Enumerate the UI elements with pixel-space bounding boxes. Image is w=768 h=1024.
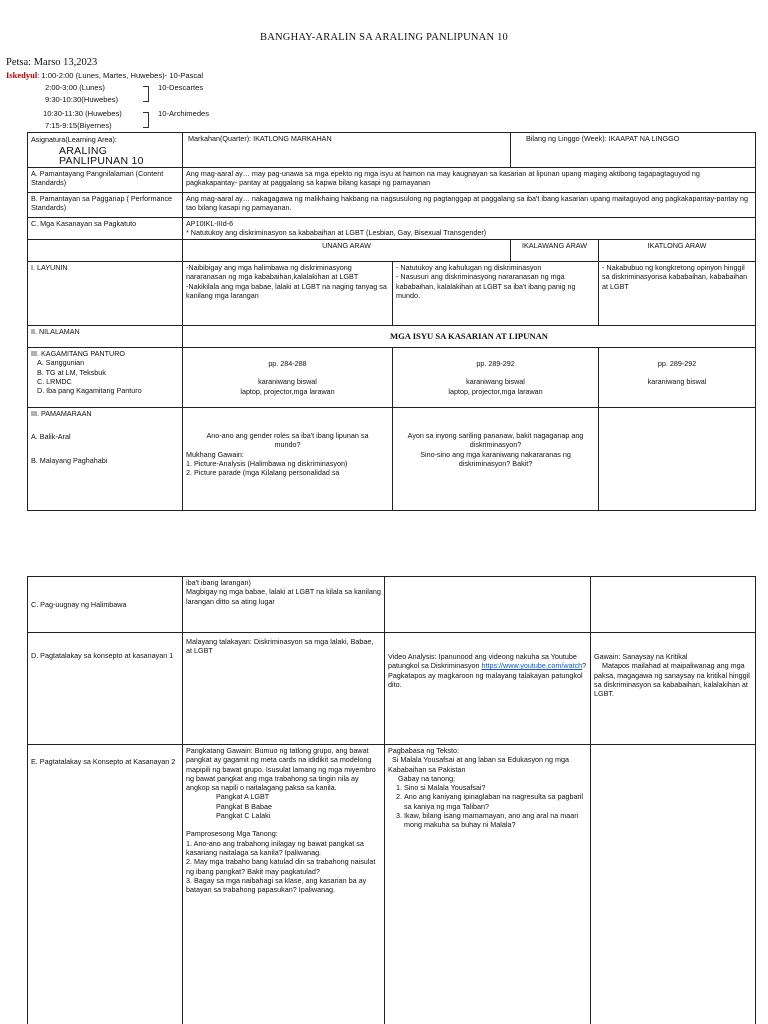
discussion-2-label-cell — [28, 745, 183, 1024]
procedure-day-2: Ayon sa inyong sariling pananaw, bakit nagaganap ang diskriminasyon? Sino-sino ang mga karaniwang nakararanas ng diskriminasyon? Bakit? — [393, 408, 599, 511]
schedule-line-5: 7:15-9:15(Biyernes) — [45, 121, 112, 130]
materials-item: B. TG at LM, Teksbuk — [37, 367, 106, 377]
day-1-header: UNANG ARAW — [183, 240, 511, 262]
discussion-1-day-3: Gawain: Sanaysay na Kritikal Matapos mailahad at maipaliwanag ang mga paksa, magagawa ng sanaysay na kritikal hinggil sa diskriminasyon sa kababaihan, kalalakihan at LGBT. — [591, 633, 756, 745]
week-cell: Bilang ng Linggo (Week): IKAAPAT NA LINGGO — [511, 133, 756, 168]
procedure-day-1: Ano-ano ang gender roles sa iba't ibang lipunan sa mundo? Mukhang Gawain: 1. Picture-Analysis (Halimbawa ng diskriminasyon) 2. Picture parade (mga Kilalang personalidad sa — [183, 408, 393, 511]
day-2-header: IKALAWANG ARAW — [511, 240, 599, 262]
procedure-row — [28, 408, 756, 511]
guide-question: 1. Sino si Malala Yousafsai? — [404, 783, 587, 792]
discussion-1-day-1: Malayang talakayan: Diskriminasyon sa mga lalaki, Babae, at LGBT — [183, 633, 385, 745]
day-3-header: IKATLONG ARAW — [599, 240, 756, 262]
schedule-label: Iskedyul — [6, 70, 38, 80]
materials-item: D. Iba pang Kagamitang Panturo — [37, 386, 142, 396]
linking-day-1: iba't ibang larangan) Magbigay ng mga babae, lalaki at LGBT na kilala sa kanilang larangan ditto sa ating lugar — [183, 577, 385, 633]
performance-standards-label: B. Pamantayan sa Pagganap ( Performance Standards) — [28, 193, 183, 218]
competency-text: * Natutukoy ang diskriminasyon sa kababaihan at LGBT (Lesbian, Gay, Bisexual Transgender) — [186, 228, 487, 238]
days-row — [28, 240, 756, 262]
materials-item: A. Sanggunian — [37, 358, 85, 368]
learning-area-cell — [28, 133, 183, 168]
guide-question: 3. Ikaw, bilang isang mamamayan, ano ang aral na maari mong makuha sa buhay ni Malala? — [404, 811, 587, 830]
discussion-2-day-2: Pagbabasa ng Teksto: Si Malala Yousafsai at ang laban sa Edukasyon ng mga Kababaihan sa Pakistan Gabay na tanong: 1. Sino si Malala Yousafsai? 2. Ano ang kaniyang ipinaglaban na nagresulta sa pagbaril sa kaniya ng mga Taliban? 3. Ikaw, bilang isang mamamayan, ano ang aral na maari mong makuha sa buhay ni Malala? — [385, 745, 591, 1024]
materials-label: III. KAGAMITANG PANTURO — [31, 349, 125, 358]
discussion-2-label: E. Pagtatalakay sa Konsepto at Kasanayan 2 — [31, 757, 176, 766]
discussion-2-row — [28, 745, 756, 1024]
linking-label-cell — [28, 577, 183, 633]
content-row — [28, 326, 756, 348]
schedule-line-1: Iskedyul: 1:00-2:00 (Lunes, Martes, Huwebes)- 10-Pascal — [6, 70, 204, 80]
content-standards-label: A. Pamantayang Pangnilalaman (Content Standards) — [28, 168, 183, 193]
quarter-cell: Markahan(Quarter): IKATLONG MARKAHAN — [183, 133, 511, 168]
linking-label: C. Pag-uugnay ng Halimbawa — [31, 600, 127, 609]
schedule-section-descartes: 10-Descartes — [158, 83, 204, 92]
performance-standards-text: Ang mag-aaral ay… nakagagawa ng malikhaing hakbang na nagsusulong ng pagtanggap at paggalang sa iba't ibang kasarian upang maitaguyod ang pagkakapantay-pantay ng tao bilang kasapi ng pamayanan. — [183, 193, 756, 218]
guide-question: 2. Ano ang kaniyang ipinaglaban na nagresulta sa pagbaril sa kaniya ng mga Taliban? — [404, 792, 587, 811]
objectives-label: I. LAYUNIN — [28, 262, 183, 326]
motivation-label: B. Malayang Paghahabi — [31, 455, 108, 465]
lesson-plan-table-2 — [27, 576, 756, 1024]
header-row — [28, 133, 756, 168]
processing-questions: Pamprosesong Mga Tanong: 1. Ano-ano ang trabahong inilagay ng bawat pangkat sa kasariang naitalaga sa kanila? Ipaliwanag. 2. May mga trabaho bang katulad din sa trabahong naisulat ng ibang pangkat? Bakit may pagkatulad? 3. Bagay sa mga naibahagi sa klase, ang kasarian ba ay batayan sa trabahong papasukan? Ipaliwanag. — [186, 829, 376, 895]
document-title: BANGHAY-ARALIN SA ARALING PANLIPUNAN 10 — [260, 32, 508, 43]
content-topic: MGA ISYU SA KASARIAN AT LIPUNAN — [183, 326, 756, 348]
schedule-brace-1 — [143, 86, 149, 102]
schedule-line-3: 9:30-10:30(Huwebes) — [45, 95, 119, 104]
materials-day-2: pp. 289-292 karaniwang biswal laptop, projector,mga larawan — [393, 348, 599, 408]
schedule-brace-2 — [143, 112, 149, 128]
content-standards-text: Ang mag-aaral ay… may pag-unawa sa mga epekto ng mga isyu at hamon na may kaugnayan sa kasarian at lipunan upang maging aktibong tagapagtaguyod ng pagkakapantay- pantay at paggalang sa kapwa bilang kasapi ng pamayanan — [183, 168, 756, 193]
schedule-line-4: 10:30-11:30 (Huwebes) — [43, 109, 122, 118]
schedule-line-2: 2:00-3:00 (Lunes) — [45, 83, 105, 92]
materials-day-3: pp. 289-292 karaniwang biswal — [599, 348, 756, 408]
materials-label-cell — [28, 348, 183, 408]
discussion-1-row — [28, 633, 756, 745]
objectives-row — [28, 262, 756, 326]
procedure-label-cell — [28, 408, 183, 511]
learning-area-label: Asignatura(Learning Area): — [31, 135, 117, 144]
objectives-day-1: -Naibibigay ang mga halimbawa ng diskriminasyong nararanasan ng mga kababaihan,kalalakihan at LGBT -Nakikilala ang mga babae, lalaki at LGBT na naging tanyag sa kanilang mga larangan — [183, 262, 393, 326]
group-b: Pangkat B Babae — [216, 801, 272, 811]
performance-standards-row — [28, 193, 756, 218]
discussion-1-day-2: Video Analysis: Ipanunood ang videong nakuha sa Youtube patungkol sa Diskriminasyon https://www.youtube.com/watch? Pagkatapos ay magkaroon ng malayang talakayan patungkol dito. — [385, 633, 591, 745]
discussion-1-label: D. Pagtatalakay sa konsepto at kasanayan 1 — [31, 651, 174, 660]
materials-row — [28, 348, 756, 408]
competencies-row — [28, 218, 756, 240]
materials-item: C. LRMDC — [37, 376, 72, 386]
activity-text: Mukhang Gawain: 1. Picture-Analysis (Halimbawa ng diskriminasyon) 2. Picture parade (mga Kilalang personalidad sa — [186, 449, 348, 478]
content-standards-row — [28, 168, 756, 193]
discussion-1-label-cell — [28, 633, 183, 745]
competencies-cell — [183, 218, 756, 240]
objectives-day-3: - Nakabubuo ng kongkretong opinyon hinggil sa diskriminasyonsa kababaihan, kababaihan at LGBT — [599, 262, 756, 326]
lesson-plan-table-1 — [27, 132, 756, 511]
procedure-day-3 — [599, 408, 756, 511]
subject-name: ARALING PANLIPUNAN 10 — [59, 145, 144, 167]
objectives-day-2: - Natutukoy ang kahulugan ng diskriminasyon - Nasusuri ang diskriminasyong nararanasan ng mga kababaihan, kalalakihan at LGBT sa iba't ibang panig ng mundo. — [393, 262, 599, 326]
competency-code: AP10IKL-IIId-6 — [186, 219, 234, 228]
linking-row — [28, 577, 756, 633]
content-label: II. NILALAMAN — [28, 326, 183, 348]
group-c: Pangkat C Lalaki — [216, 811, 271, 821]
review-label: A. Balik-Aral — [31, 432, 71, 442]
youtube-link[interactable]: https://www.youtube.com/watch — [481, 661, 583, 671]
date-line: Petsa: Marso 13,2023 — [6, 57, 98, 68]
discussion-2-day-1: Pangkatang Gawain: Bumuo ng tatlong grupo, ang bawat pangkat ay gagamit ng meta cards na ididikit sa modelong mapipili ng bawat grupo. Isusulat lamang ng mga miyembro ng bawat pangkat ang mga trabahong sa tingin nila ay angkop sa napili o naitalagang paksa sa kanila. Pangkat A LGBT Pangkat B Babae Pangkat C Lalaki Pamprosesong Mga Tanong: 1. Ano-ano ang trabahong inilagay ng bawat pangkat sa kasariang naitalaga sa kanila? Ipaliwanag. 2. May mga trabaho bang katulad din sa trabahong naisulat ng ibang pangkat? Bakit may pagkatulad? 3. Bagay sa mga naibahagi sa klase, ang kasarian ba ay batayan sa trabahong papasukan? Ipaliwanag. — [183, 745, 385, 1024]
materials-day-1: pp. 284-288 karaniwang biswal laptop, projector,mga larawan — [183, 348, 393, 408]
schedule-section-archimedes: 10-Archimedes — [158, 109, 210, 118]
group-a: Pangkat A LGBT — [216, 792, 270, 802]
guide-questions — [388, 783, 587, 829]
competencies-label: C. Mga Kasanayan sa Pagkatuto — [28, 218, 183, 240]
procedure-label: III. PAMAMARAAN — [31, 409, 92, 418]
